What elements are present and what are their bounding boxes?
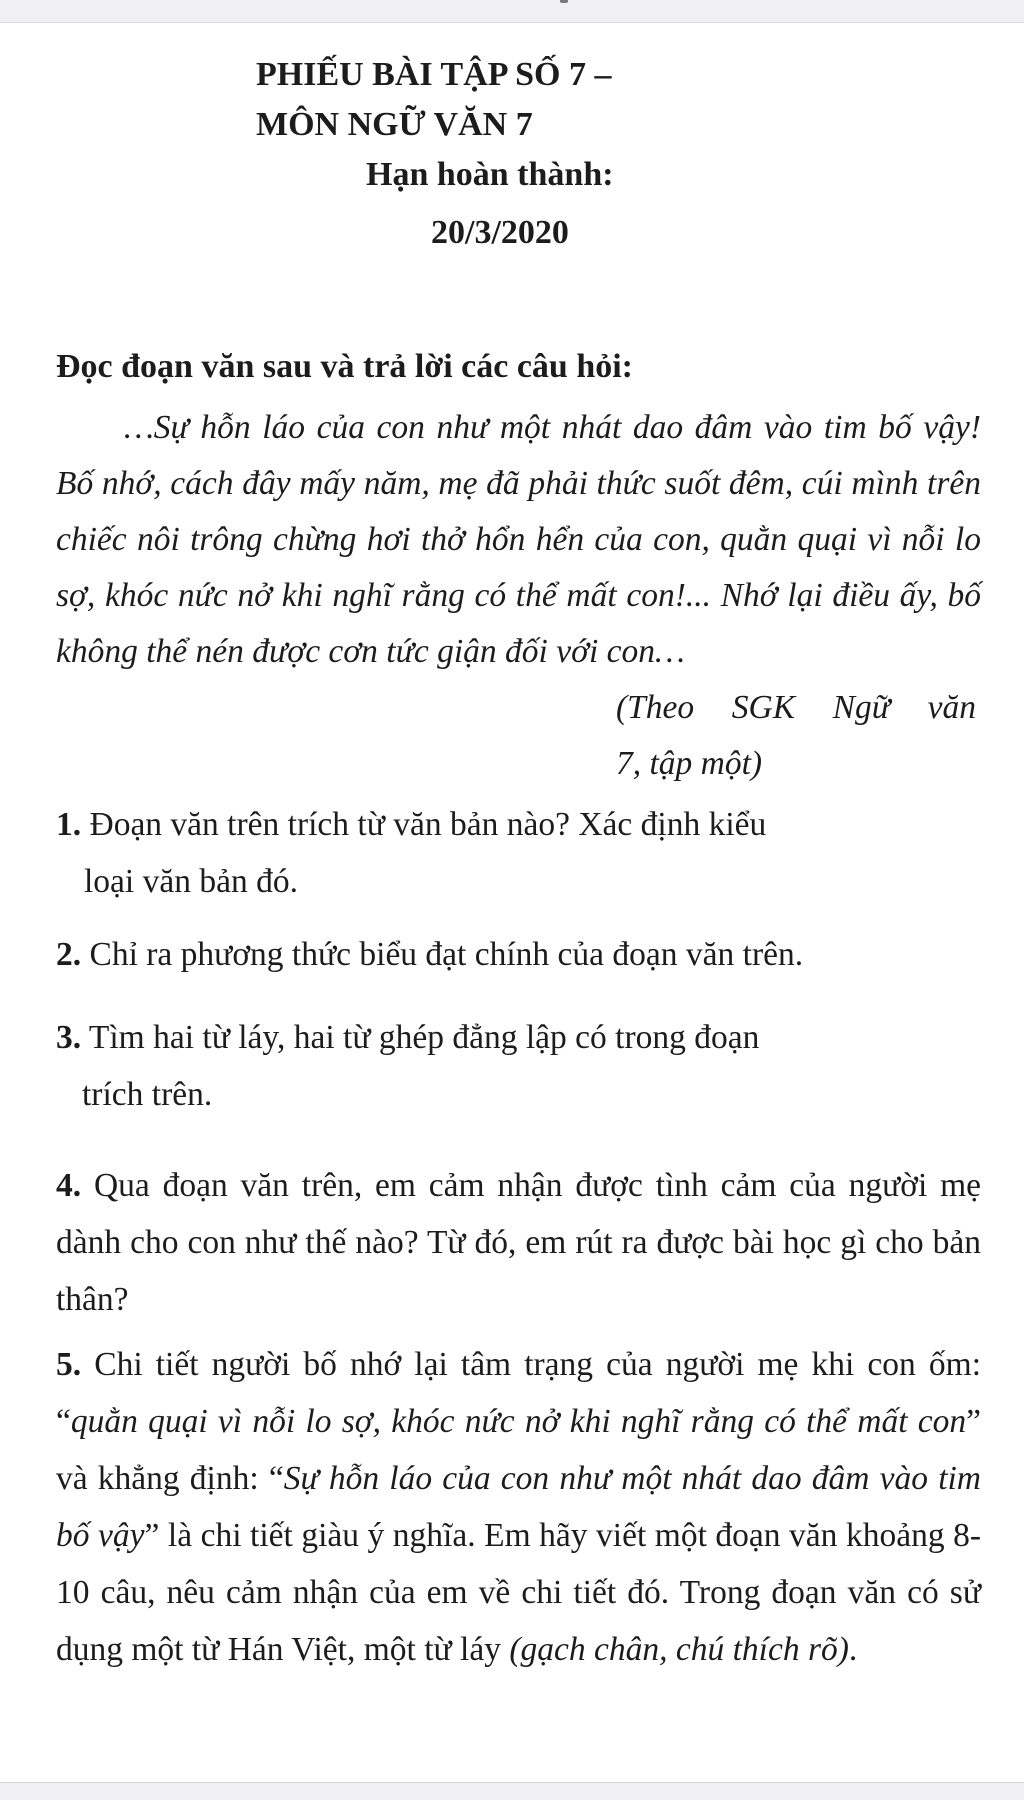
question-3 — [56, 1009, 981, 1123]
top-indicator — [560, 0, 568, 3]
question-5-end: . — [848, 1631, 858, 1668]
top-bar — [0, 0, 1024, 23]
bottom-bar — [0, 1782, 1024, 1800]
question-5-text-a: Chi tiết người bố nhớ lại tâm trạng của người mẹ khi con ốm: “ — [56, 1346, 982, 1440]
deadline-date: 20/3/2020 — [431, 214, 569, 251]
question-1-text: Đoạn văn trên trích từ văn bản nào? Xác định kiểu — [89, 806, 767, 843]
reading-passage: …Sự hỗn láo của con như một nhát dao đâm vào tim bố vậy! Bố nhớ, cách đây mấy năm, mẹ đã phải thức suốt đêm, cúi mình trên chiếc nôi trông chừng hơi thở hổn hển của con, quằn quại vì nỗi lo sợ, khóc nức nở khi nghĩ rằng có thể mất con!... Nhớ lại điều ấy, bố không thể nén được cơn tức giận đối với con… — [56, 409, 981, 670]
question-1-continuation: loại văn bản đó. — [84, 863, 298, 900]
question-5-quote-1: quằn quại vì nỗi lo sợ, khóc nức nở khi nghĩ rằng có thể mất con — [70, 1403, 967, 1440]
passage-source-line2: 7, tập một) — [616, 745, 763, 782]
question-5-quote-2: Sự hỗn láo của con như một nhát dao đâm vào tim bố vậy — [56, 1460, 982, 1554]
question-5-note: (gạch chân, chú thích rõ) — [509, 1631, 849, 1668]
question-3-number: 3. — [56, 1019, 82, 1056]
deadline-label: Hạn hoàn thành: — [366, 156, 614, 193]
question-1 — [56, 796, 981, 910]
question-4 — [56, 1157, 981, 1328]
question-5-text-b: ” và khẳng định: “ — [56, 1403, 981, 1497]
question-2 — [56, 926, 981, 983]
worksheet-page — [56, 50, 981, 1678]
worksheet-title-line1: PHIẾU BÀI TẬP SỐ 7 – — [256, 56, 612, 93]
question-3-text: Tìm hai từ láy, hai từ ghép đẳng lập có trong đoạn — [88, 1019, 760, 1056]
passage-source-line1: (Theo SGK Ngữ văn — [616, 689, 976, 726]
question-4-text: Qua đoạn văn trên, em cảm nhận được tình cảm của người mẹ dành cho con như thế nào? Từ đó, em rút ra được bài học gì cho bản thân? — [56, 1167, 982, 1318]
question-1-number: 1. — [56, 806, 82, 843]
question-4-number: 4. — [56, 1167, 82, 1204]
instruction-text: Đọc đoạn văn sau và trả lời các câu hỏi: — [56, 348, 634, 385]
question-2-text: Chỉ ra phương thức biểu đạt chính của đoạn văn trên. — [89, 936, 804, 973]
question-5-text-c: ” là chi tiết giàu ý nghĩa. Em hãy viết một đoạn văn khoảng 8-10 câu, nêu cảm nhận của em về chi tiết đó. Trong đoạn văn có sử dụng một từ Hán Việt, một từ láy — [56, 1517, 981, 1668]
question-5-number: 5. — [56, 1346, 82, 1383]
question-3-continuation: trích trên. — [82, 1076, 213, 1113]
worksheet-title-line2: MÔN NGỮ VĂN 7 — [256, 106, 533, 143]
question-2-number: 2. — [56, 936, 82, 973]
question-5 — [56, 1336, 981, 1678]
